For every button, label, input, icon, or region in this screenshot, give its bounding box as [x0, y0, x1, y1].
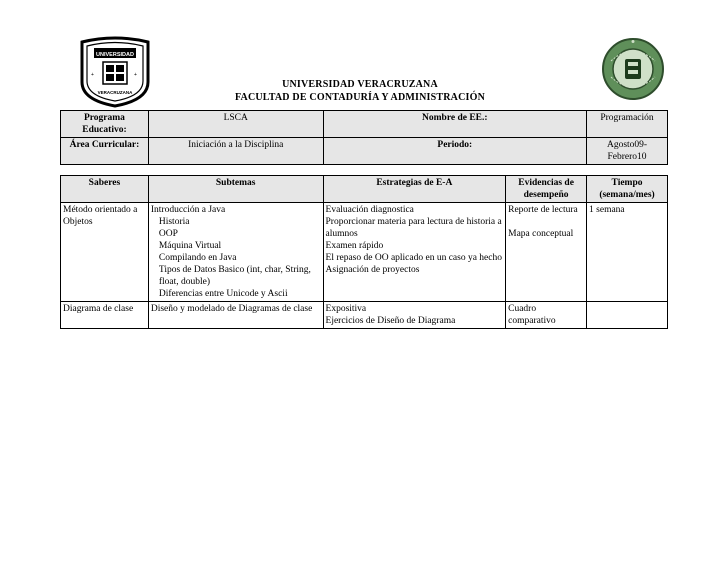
- table-row: [61, 302, 668, 329]
- tiempo-cell: [587, 302, 668, 329]
- svg-text:UNIVERSIDAD: UNIVERSIDAD: [96, 52, 134, 58]
- faculty-seal-logo: [601, 37, 665, 101]
- periodo-label: Periodo:: [323, 138, 586, 165]
- header-saberes: Saberes: [61, 176, 149, 203]
- content-table: [60, 175, 668, 329]
- faculty-title: FACULTAD DE CONTADURÍA Y ADMINISTRACIÓN: [234, 92, 486, 103]
- evidencia-item: Reporte de lectura: [508, 205, 578, 215]
- subtema-item: Diferencias entre Unicode y Ascii: [158, 289, 288, 299]
- area-value: Iniciación a la Disciplina: [148, 138, 323, 165]
- subtemas-cell: [148, 203, 323, 302]
- tiempo-cell: 1 semana: [587, 203, 668, 302]
- estrategia-item: Examen rápido: [325, 241, 384, 251]
- subtemas-cell: Diseño y modelado de Diagramas de clase: [148, 302, 323, 329]
- estrategias-cell: [323, 302, 506, 329]
- estrategia-item: El repaso de OO aplicado en un caso ya hecho: [325, 253, 502, 263]
- estrategia-item: Asignación de proyectos: [325, 265, 420, 275]
- evidencia-item: Cuadro comparativo: [508, 304, 556, 326]
- subtema-item: Historia: [158, 217, 190, 227]
- evidencia-item: Mapa conceptual: [508, 229, 574, 239]
- svg-text:VERACRUZANA: VERACRUZANA: [97, 90, 133, 95]
- subtema-item: Tipos de Datos Basico (int, char, String, float, double): [158, 265, 311, 287]
- evidencias-cell: [506, 302, 587, 329]
- svg-text:+: +: [91, 72, 94, 78]
- header-estrategias: Estrategias de E-A: [323, 176, 506, 203]
- nombre-label: Nombre de EE.:: [323, 111, 586, 138]
- area-label: Área Curricular:: [61, 138, 149, 165]
- subtema-item: Compilando en Java: [158, 253, 237, 263]
- subtema-item: Máquina Virtual: [158, 241, 222, 251]
- university-title: UNIVERSIDAD VERACRUZANA: [282, 79, 438, 90]
- header-subtemas: Subtemas: [148, 176, 323, 203]
- header-tiempo: Tiempo (semana/mes): [587, 176, 668, 203]
- periodo-value: Agosto09-Febrero10: [587, 138, 668, 165]
- saber-cell: Método orientado a Objetos: [61, 203, 149, 302]
- header-evidencias: Evidencias de desempeño: [506, 176, 587, 203]
- estrategia-item: Proporcionar materia para lectura de historia a alumnos: [325, 217, 502, 239]
- table-header-row: [61, 176, 668, 203]
- estrategias-cell: [323, 203, 506, 302]
- svg-text:+: +: [134, 72, 137, 78]
- evidencias-cell: [506, 203, 587, 302]
- estrategia-item: Evaluación diagnostica: [325, 205, 414, 215]
- subtema-item: OOP: [158, 229, 178, 239]
- estrategia-item: Ejercicios de Diseño de Diagrama: [325, 316, 456, 326]
- programa-value: LSCA: [148, 111, 323, 138]
- programa-label: Programa Educativo:: [61, 111, 149, 138]
- university-seal-logo: [76, 36, 154, 108]
- estrategia-item: Expositiva: [325, 304, 367, 314]
- saber-cell: Diagrama de clase: [61, 302, 149, 329]
- subtema-title: Introducción a Java: [150, 205, 226, 215]
- course-info-table: [60, 110, 668, 165]
- nombre-value: Programación: [587, 111, 668, 138]
- table-row: [61, 203, 668, 302]
